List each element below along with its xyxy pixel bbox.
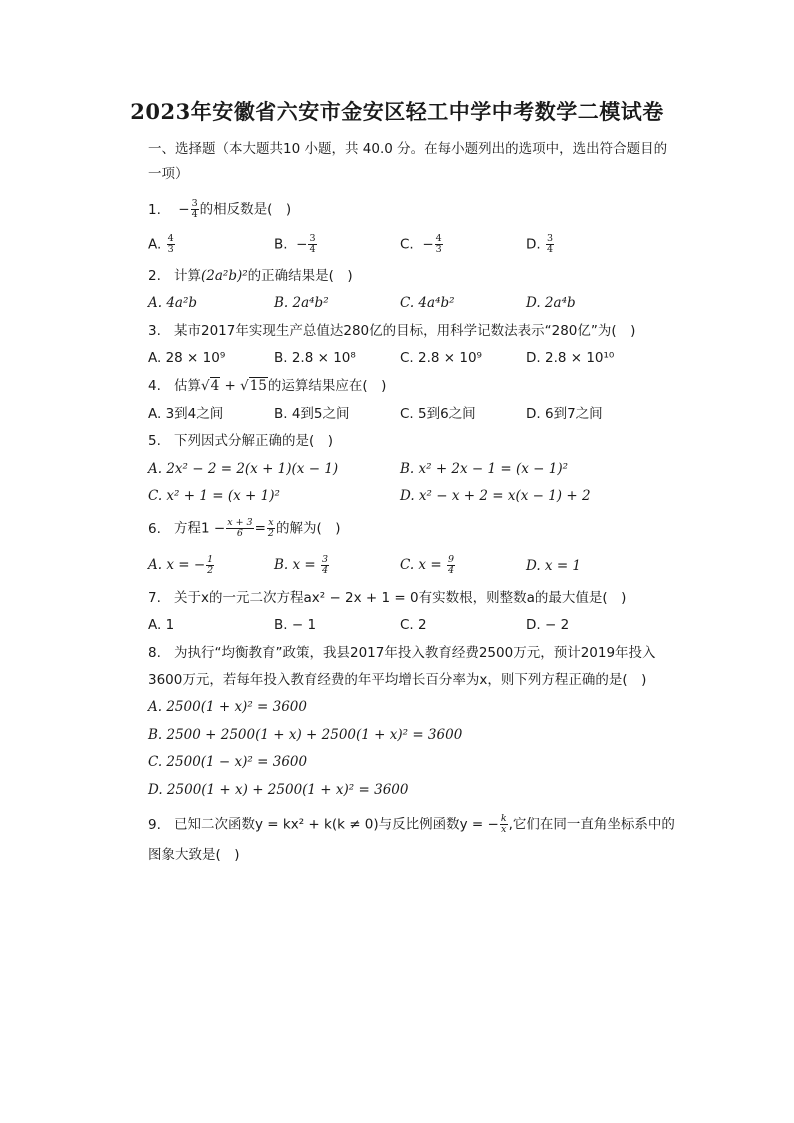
question-5: 5. 下列因式分解正确的是( ): [148, 433, 334, 449]
q8-option-b: B. 2500 + 2500(1 + x) + 2500(1 + x)² = 3600: [148, 727, 463, 743]
q2-option-c: C. 4a⁴b²: [400, 295, 455, 311]
q6-option-a: A. x = − $\frac{1}{2}$: [148, 554, 214, 576]
q5-option-b: B. x² + 2x − 1 = (x − 1)²: [400, 461, 569, 477]
q5-option-d: D. x² − x + 2 = x(x − 1) + 2: [400, 488, 591, 504]
q2-option-d: D. 2a⁴b: [526, 295, 576, 311]
fraction: $\frac{3}{4}$: [191, 198, 198, 220]
section-heading: 一、选择题（本大题共10 小题，共 40.0 分。在每小题列出的选项中，选出符合题目的: [148, 141, 668, 157]
section-heading-cont: 一项）: [148, 166, 189, 182]
q7-option-a: A. 1: [148, 617, 175, 633]
q3-option-b: B. 2.8 × 10⁸: [274, 350, 356, 366]
question-8: 8. 为执行“均衡教育”政策，我县2017年投入教育经费2500万元，预计2019年投入: [148, 645, 656, 661]
q8-option-d: D. 2500(1 + x) + 2500(1 + x)² = 3600: [148, 782, 409, 798]
q8-option-a: A. 2500(1 + x)² = 3600: [148, 699, 307, 715]
q2-option-a: A. 4a²b: [148, 295, 198, 311]
q6-option-c: C. x = $\frac{9}{4}$: [400, 554, 454, 576]
q1-option-d: D. $\frac{3}{4}$: [526, 233, 554, 255]
question-7: 7. 关于x的一元二次方程ax² − 2x + 1 = 0有实数根，则整数a的最大值是( ): [148, 590, 627, 606]
q7-option-d: D. − 2: [526, 617, 570, 633]
q4-option-b: B. 4到5之间: [274, 406, 350, 422]
question-6: 6. 方程1 − $\frac{x + 3}{6}$ = $\frac{x}{2}$ 的解为( ): [148, 517, 341, 539]
q2-option-b: B. 2a⁴b²: [274, 295, 329, 311]
question-9: 9. 已知二次函数y = kx² + k(k ≠ 0)与反比例函数y = − $\frac{k}{x}$ ,它们在同一直角坐标系中的: [148, 813, 675, 835]
page-title: 2023年安徽省六安市金安区轻工中学中考数学二模试卷: [130, 99, 664, 124]
sqrt-4: √4: [201, 378, 220, 394]
q5-option-c: C. x² + 1 = (x + 1)²: [148, 488, 280, 504]
q7-option-b: B. − 1: [274, 617, 317, 633]
q4-option-c: C. 5到6之间: [400, 406, 476, 422]
q1-option-c: C. − $\frac{4}{3}$: [400, 233, 442, 255]
q6-option-d: D. x = 1: [526, 558, 582, 574]
q3-option-c: C. 2.8 × 10⁹: [400, 350, 482, 366]
question-number: 1.: [148, 201, 161, 218]
question-1: 1. − $\frac{3}{4}$ 的相反数是( ): [148, 198, 292, 220]
q7-option-c: C. 2: [400, 617, 427, 633]
q6-option-b: B. x = $\frac{3}{4}$: [274, 554, 329, 576]
q1-option-a: A. $\frac{4}{3}$: [148, 233, 174, 255]
q5-option-a: A. 2x² − 2 = 2(x + 1)(x − 1): [148, 461, 339, 477]
question-8-cont: 3600万元，若每年投入教育经费的年平均增长百分率为x，则下列方程正确的是( ): [148, 672, 647, 688]
question-4: 4. 估算√4 + √15的运算结果应在( ): [148, 378, 387, 394]
q1-option-b: B. − $\frac{3}{4}$: [274, 233, 316, 255]
q4-option-a: A. 3到4之间: [148, 406, 224, 422]
q3-option-a: A. 28 × 10⁹: [148, 350, 226, 366]
q8-option-c: C. 2500(1 − x)² = 3600: [148, 754, 308, 770]
question-3: 3. 某市2017年实现生产总值达280亿的目标，用科学记数法表示“280亿”为( ): [148, 323, 636, 339]
sqrt-15: √15: [240, 378, 267, 394]
q3-option-d: D. 2.8 × 10¹⁰: [526, 350, 615, 366]
question-9-cont: 图象大致是( ): [148, 847, 240, 863]
q4-option-d: D. 6到7之间: [526, 406, 603, 422]
question-2: 2. 计算(2a²b)²的正确结果是( ): [148, 268, 353, 284]
